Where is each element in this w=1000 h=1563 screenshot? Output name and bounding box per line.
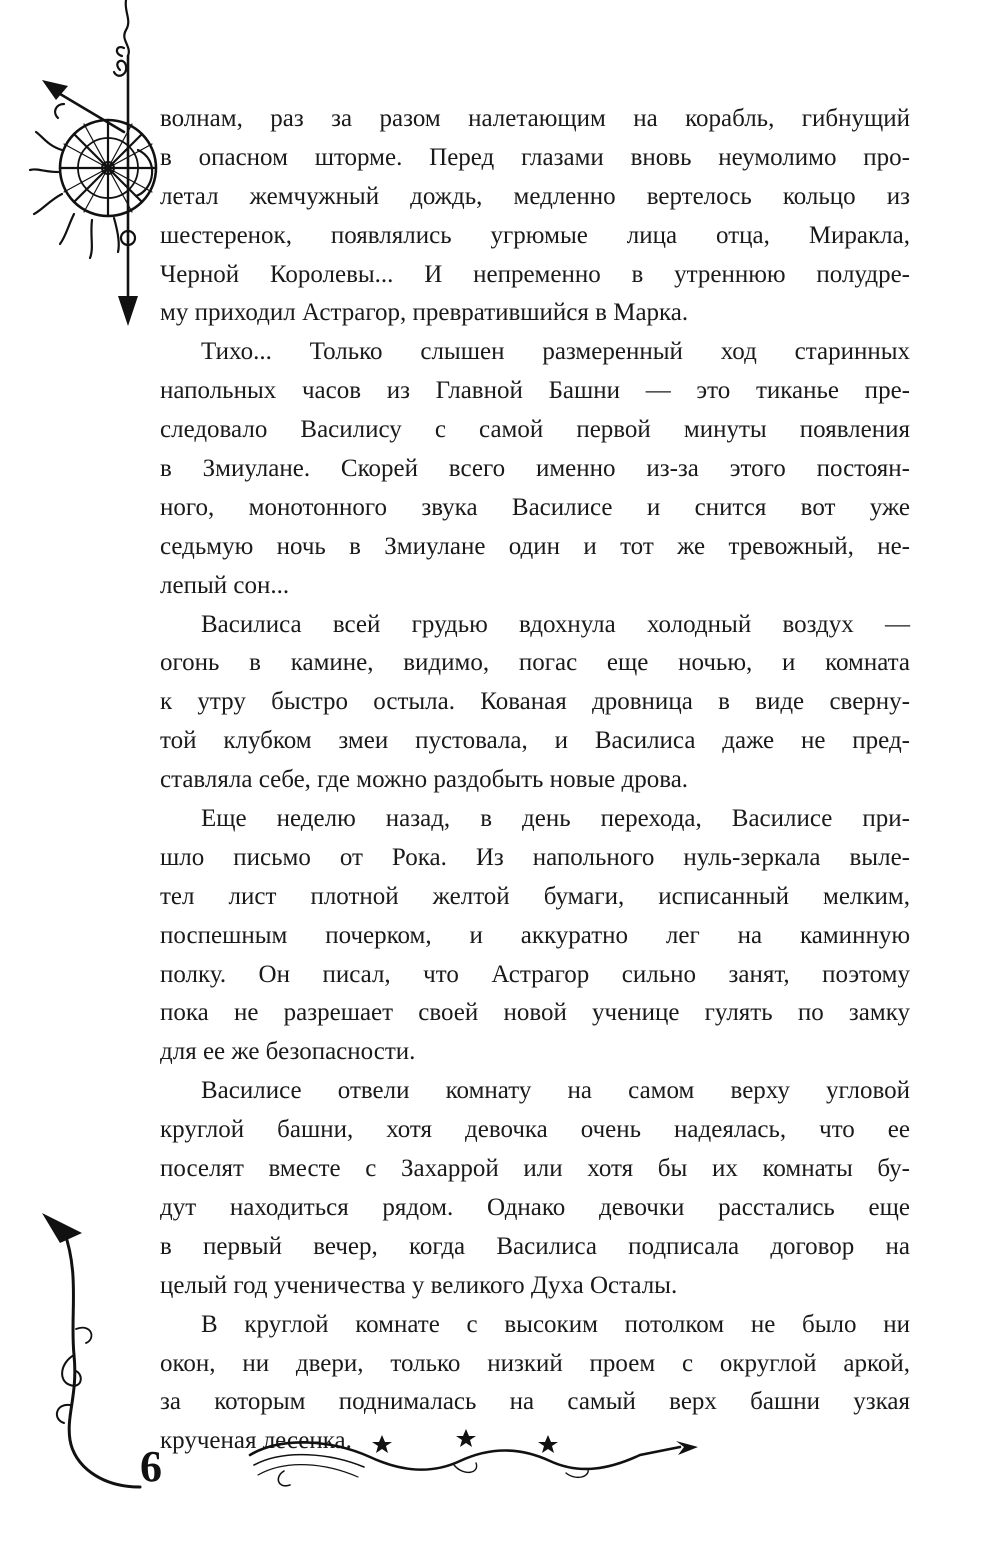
text-line: лепый сон... — [160, 571, 290, 599]
text-line: следовало Василису с самой первой минуты появления — [160, 416, 910, 444]
text-line: В круглой комнате с высоким потолком не было ни — [201, 1310, 910, 1338]
text-line: крученая лесенка. — [160, 1427, 352, 1455]
paragraph-1 — [160, 100, 910, 333]
text-line: ставляла себе, где можно раздобыть новые дрова. — [160, 766, 689, 794]
body-text — [160, 100, 910, 1461]
text-line: поселят вместе с Захаррой или хотя бы их комнаты бу- — [160, 1155, 910, 1183]
text-line: шестеренок, появлялись угрюмые лица отца, Миракла, — [160, 221, 910, 249]
bottom-flourish-ornament — [240, 1425, 700, 1495]
text-line: целый год ученичества у великого Духа Осталы. — [160, 1271, 678, 1299]
text-line: огонь в камине, видимо, погас еще ночью, и комната — [160, 649, 910, 677]
page-number: 6 — [140, 1442, 162, 1491]
text-line: му приходил Астрагор, превратившийся в Марка. — [160, 299, 689, 327]
text-line: Еще неделю назад, в день перехода, Василисе при- — [201, 805, 910, 833]
paragraph-5 — [160, 1072, 910, 1305]
paragraph-3 — [160, 606, 910, 800]
text-line: за которым поднималась на самый верх башни узкая — [160, 1388, 910, 1416]
text-line: для ее же безопасности. — [160, 1038, 416, 1066]
paragraph-2 — [160, 333, 910, 605]
text-line: в первый вечер, когда Василиса подписала договор на — [160, 1232, 910, 1260]
text-line: пока не разрешает своей новой ученице гулять по замку — [160, 999, 910, 1027]
text-line: Черной Королевы... И непременно в утреннюю полудре- — [160, 260, 910, 288]
text-line: Тихо... Только слышен размеренный ход старинных — [201, 338, 910, 366]
text-line: волнам, раз за разом налетающим на корабль, гибнущий — [160, 105, 910, 132]
text-line: тел лист плотной желтой бумаги, исписанный мелким, — [160, 882, 910, 910]
paragraph-4 — [160, 800, 910, 1072]
text-line: летал жемчужный дождь, медленно вертелось кольцо из — [160, 182, 910, 210]
text-line: в опасном шторме. Перед глазами вновь неумолимо про- — [160, 143, 910, 171]
text-line: той клубком змеи пустовала, и Василиса даже не пред- — [160, 727, 910, 755]
compass-arrow-ornament — [28, 0, 158, 330]
text-line: в Змиулане. Скорей всего именно из-за этого постоян- — [160, 455, 910, 483]
text-line: к утру быстро остыла. Кованая дровница в виде сверну- — [160, 688, 910, 716]
text-line: дут находиться рядом. Однако девочки расстались еще — [160, 1193, 910, 1221]
curved-arrow-ornament — [30, 1205, 150, 1500]
text-line: Василисе отвели комнату на самом верху угловой — [201, 1077, 910, 1105]
text-line: седьмую ночь в Змиулане один и тот же тревожный, не- — [160, 532, 910, 560]
text-line: напольных часов из Главной Башни — это тиканье пре- — [160, 377, 910, 405]
text-line: круглой башни, хотя девочка очень надеялась, что ее — [160, 1116, 910, 1144]
text-line: окон, ни двери, только низкий проем с округлой аркой, — [160, 1349, 910, 1377]
text-line: поспешным почерком, и аккуратно лег на каминную — [160, 921, 910, 949]
text-line: шло письмо от Рока. Из напольного нуль-зеркала выле- — [160, 843, 910, 871]
text-line: Василиса всей грудью вдохнула холодный воздух — — [201, 610, 910, 638]
text-line: полку. Он писал, что Астрагор сильно занят, поэтому — [160, 960, 910, 988]
text-line: ного, монотонного звука Василисе и снится вот уже — [160, 493, 910, 521]
